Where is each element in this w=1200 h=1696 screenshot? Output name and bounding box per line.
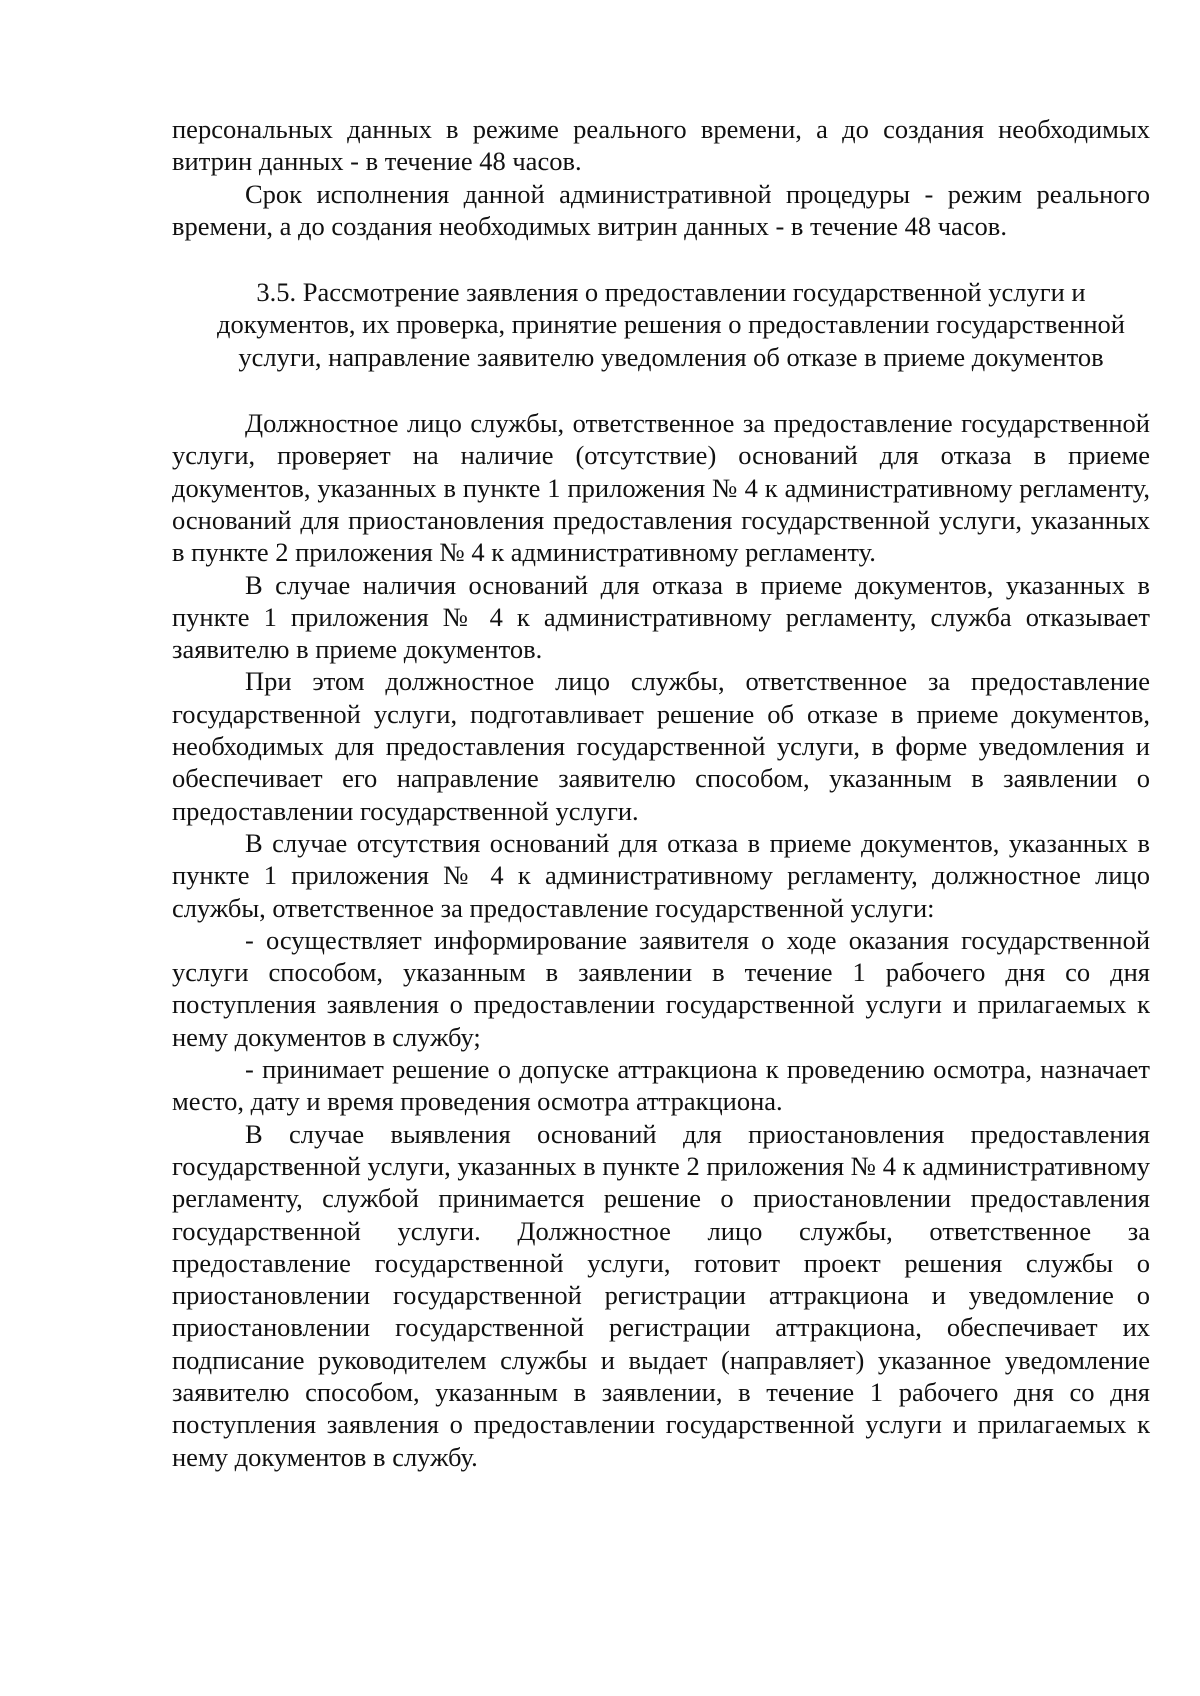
document-page (172, 113, 1150, 1473)
list-item-inspection-decision: - принимает решение о допуске аттракциона к проведению осмотра, назначает место, дату и время проведения осмотра аттракциона. (172, 1054, 1150, 1117)
paragraph-suspension: В случае выявления оснований для приостановления предоставления государственной услуги, указанных в пункте 2 приложения № 4 к административному регламенту, службой принимается решение о приостановлении предоставления государственной услуги. Должностное лицо службы, ответственное за предоставление государственной услуги, готовит проект решения службы о приостановлении государственной регистрации аттракциона и уведомление о приостановлении государственной регистрации аттракциона, обеспечивает их подписание руководителем службы и выдает (направляет) указанное уведомление заявителю способом, указанным в заявлении, в течение 1 рабочего дня со дня поступления заявления о предоставлении государственной услуги и прилагаемых к нему документов в службу. (172, 1118, 1150, 1472)
paragraph-continuation: персональных данных в режиме реального времени, а до создания необходимых витрин данных - в течение 48 часов. (172, 114, 1150, 177)
paragraph-no-refusal-grounds: В случае отсутствия оснований для отказа в приеме документов, указанных в пункте 1 приложения № 4 к административному регламенту, должностное лицо службы, ответственное за предоставление государственной услуги: (172, 827, 1150, 923)
paragraph-deadline: Срок исполнения данной административной процедуры - режим реального времени, а до создания необходимых витрин данных - в течение 48 часов. (172, 178, 1150, 241)
list-item-informing: - осуществляет информирование заявителя о ходе оказания государственной услуги способом, указанным в заявлении в течение 1 рабочего дня со дня поступления заявления о предоставлении государственной услуги и прилагаемых к нему документов в службу; (172, 924, 1150, 1052)
paragraph-official-checks: Должностное лицо службы, ответственное за предоставление государственной услуги, проверяет на наличие (отсутствие) оснований для отказа в приеме документов, указанных в пункте 1 приложения № 4 к административному регламенту, оснований для приостановления предоставления государственной услуги, указанных в пункте 2 приложения № 4 к административному регламенту. (172, 408, 1150, 568)
paragraph-refusal-grounds: В случае наличия оснований для отказа в приеме документов, указанных в пункте 1 приложения № 4 к административному регламенту, служба отказывает заявителю в приеме документов. (172, 569, 1150, 665)
section-heading: 3.5. Рассмотрение заявления о предоставлении государственной услуги и документов, их проверка, принятие решения о предоставлении государственной услуги, направление заявителю уведомления об отказе в приеме документов (217, 277, 1125, 372)
paragraph-refusal-notice: При этом должностное лицо службы, ответственное за предоставление государственной услуги, подготавливает решение об отказе в приеме документов, необходимых для предоставления государственной услуги, в форме уведомления и обеспечивает его направление заявителю способом, указанным в заявлении о предоставлении государственной услуги. (172, 666, 1150, 826)
